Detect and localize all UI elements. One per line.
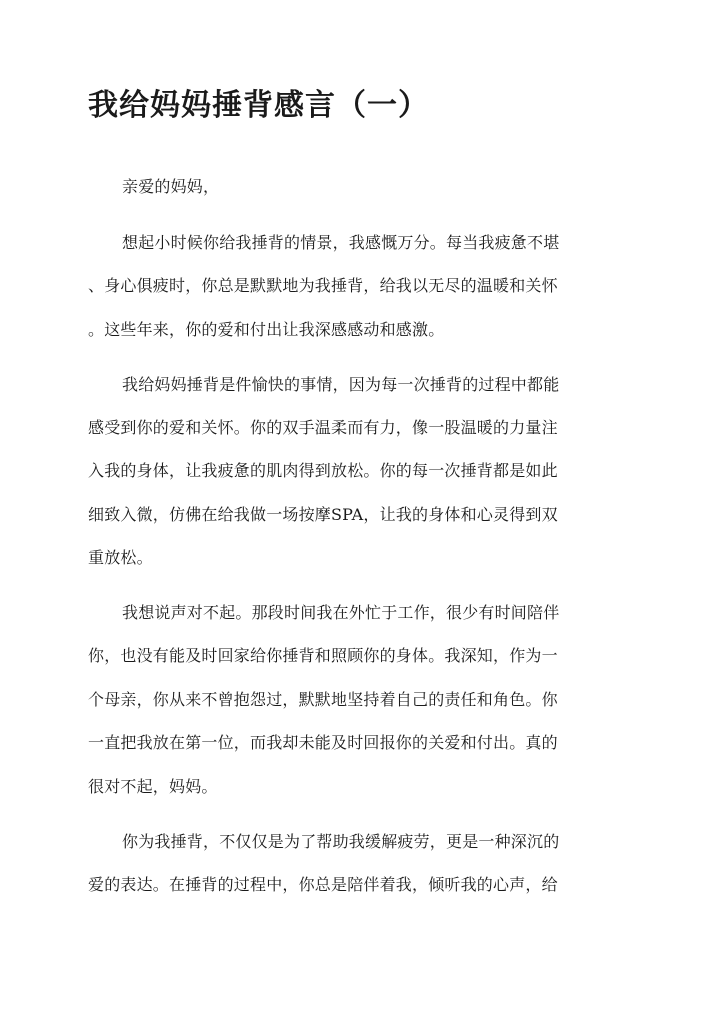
paragraph-3-line-4: 一直把我放在第一位，而我却未能及时回报你的关爱和付出。真的 xyxy=(88,733,558,752)
salutation: 亲爱的妈妈， xyxy=(122,177,220,196)
paragraph-3-line-1: 我想说声对不起。那段时间我在外忙于工作，很少有时间陪伴 xyxy=(122,603,560,622)
paragraph-2-line-1: 我给妈妈捶背是件愉快的事情，因为每一次捶背的过程中都能 xyxy=(122,375,560,394)
paragraph-3-line-5: 很对不起，妈妈。 xyxy=(88,777,218,796)
paragraph-4-line-2: 爱的表达。在捶背的过程中，你总是陪伴着我，倾听我的心声，给 xyxy=(88,875,558,894)
paragraph-3-line-3: 个母亲，你从来不曾抱怨过，默默地坚持着自己的责任和角色。你 xyxy=(88,690,558,709)
paragraph-1-line-3: 。这些年来，你的爱和付出让我深感感动和感激。 xyxy=(88,320,445,339)
paragraph-2-line-4: 细致入微，仿佛在给我做一场按摩SPA，让我的身体和心灵得到双 xyxy=(88,505,558,524)
paragraph-2-line-3: 入我的身体，让我疲惫的肌肉得到放松。你的每一次捶背都是如此 xyxy=(88,461,558,480)
document-title: 我给妈妈捶背感言（一） xyxy=(88,88,429,123)
paragraph-3-line-2: 你，也没有能及时回家给你捶背和照顾你的身体。我深知，作为一 xyxy=(88,646,558,665)
paragraph-1-line-2: 、身心俱疲时，你总是默默地为我捶背，给我以无尽的温暖和关怀 xyxy=(88,276,558,295)
paragraph-1-line-1: 想起小时候你给我捶背的情景，我感慨万分。每当我疲惫不堪 xyxy=(122,233,560,252)
paragraph-4-line-1: 你为我捶背，不仅仅是为了帮助我缓解疲劳，更是一种深沉的 xyxy=(122,832,560,851)
paragraph-2-line-5: 重放松。 xyxy=(88,548,153,567)
paragraph-2-line-2: 感受到你的爱和关怀。你的双手温柔而有力，像一股温暖的力量注 xyxy=(88,418,558,437)
